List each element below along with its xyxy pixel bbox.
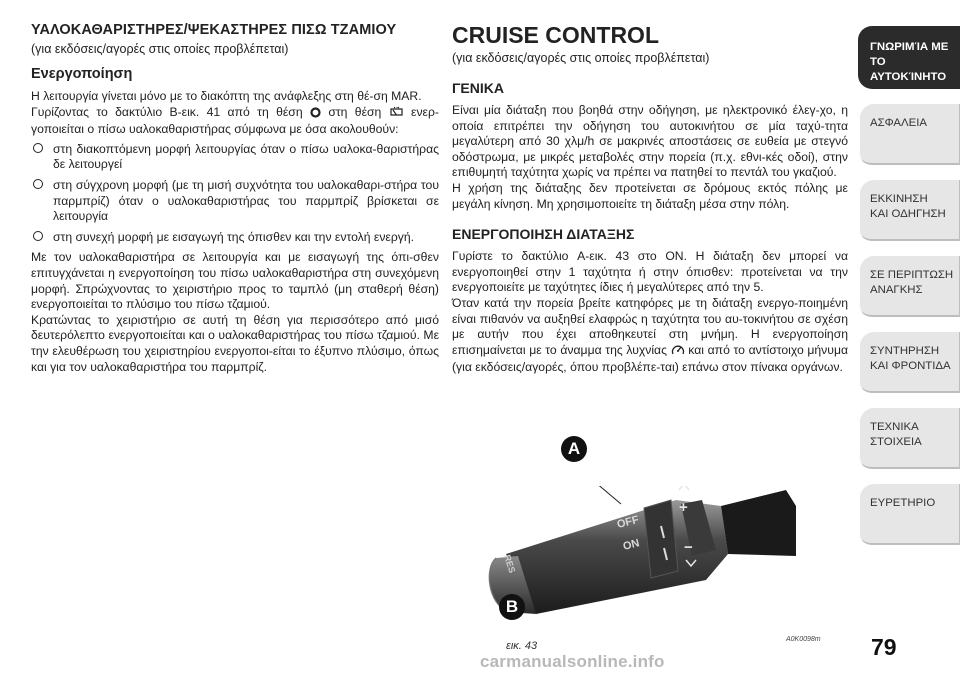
paragraph-mar: Η λειτουργία γίνεται μόνο με το διακόπτη της ανάφλεξης στη θέ-ση MAR. [31,89,422,103]
tab-index[interactable]: ΕΥΡΕΤΗΡΙΟ [858,482,960,545]
figure-caption: εικ. 43 [506,640,538,652]
tab-technical-data[interactable]: ΤΕΧΝΙΚΑ ΣΤΟΙΧΕΙΑ [858,406,960,469]
tab-emergency[interactable]: ΣΕ ΠΕΡΙΠΤΩΣΗ ΑΝΑΓΚΗΣ [858,254,960,317]
rear-wiper-icon [389,106,404,123]
off-position-icon [310,107,321,123]
callout-b-badge: B [499,594,525,620]
off-label: OFF [615,513,641,531]
list-item: στη διακοπτόμενη μορφή λειτουργίας όταν ο πίσω υαλοκα-θαριστήρας δε λειτουργεί [31,142,439,173]
up-arrow-icon [679,486,689,490]
wiper-modes-list [31,142,439,246]
watermark: carmanualsonline.info [480,652,665,671]
paragraph-smart-wash: Κρατώντας το χειριστήριο σε αυτή τη θέση για περισσότερο από μισό δευτερόλεπτο ενεργοποιείται και ο υαλοκαθαριστήρας του πίσω τζαμιού. Με την ελευθέρωση του χειριστηρίου ενεργοποι-είται το έξυπνο πλύσιμο, όπως και για τον υαλοκαθαριστήρα του παρμπρίζ. [31,312,439,374]
rear-wiper-title: ΥΑΛΟΚΑΘΑΡΙΣΤΗΡΕΣ/ΨΕΚΑΣΤΗΡΕΣ ΠΙΣΩ ΤΖΑΜΙΟΥ [31,22,397,38]
paragraph-general-1: Είναι μία διάταξη που βοηθά στην οδήγηση, με ηλεκτρονικό έλεγ-χο, η οποία επιτρέπει την οδήγηση του αυτοκινήτου σε μία ταχύ-τητα μεγαλύτερη από 30 χλμ/h σε μακρινές αποστάσεις σε ευθεία με στεγνό οδόστρωμα, με μικρές μεταβολές στην πορεία (π.χ. εθνι-κές οδοί), στην επιθυμητή ταχύτητα χωρίς να πρέπει να πατηθεί το πεντάλ του γκαζιού. [452,103,848,180]
cruise-control-subtitle: (για εκδόσεις/αγορές στις οποίες προβλέπεται) [452,51,710,65]
paragraph-general-2: Η χρήση της διάταξης δεν προτείνεται σε δρόμους εκτός πόλης με μεγάλη κίνηση. Μη χρησιμοποιείτε τη διάταξη μέσα στην πόλη. [452,180,848,211]
list-item: στη σύγχρονη μορφή (με τη μισή συχνότητα του υαλοκαθαρι-στήρα του παρμπρίζ) όταν ο υαλοκαθαριστήρας του παρμπρίζ βρίσκεται σε λειτουργία [31,178,439,225]
paragraph-reverse: Με τον υαλοκαθαριστήρα σε λειτουργία και με εισαγωγή της όπι-σθεν επιτυγχάνεται η ενεργοποίηση του πίσω υαλοκαθαριστήρα στη συνεχόμενη μορφή. Σπρώχνοντας το χειριστήριο προς το ταμπλό (μη σταθερή θέση) ενεργοποιείται το πλύσιμο του πίσω τζαμιού. [31,250,439,312]
left-column [31,22,439,375]
ring-text-b: στη θέση [328,104,382,119]
activation-heading: Ενεργοποίηση [31,66,133,82]
callout-a-badge: A [561,436,587,462]
rear-wiper-subtitle: (για εκδόσεις/αγορές στις οποίες προβλέπεται) [31,42,289,56]
list-item: στη συνεχή μορφή με εισαγωγή της όπισθεν και την εντολή ενεργή. [31,230,439,246]
figure-code: A0K0098m [786,636,821,643]
minus-label: − [684,539,693,556]
middle-column [452,22,848,376]
cruise-control-warning-icon [671,344,685,361]
paragraph-activation-1: Γυρίστε το δακτύλιο A-εικ. 43 στο ON. Η διάταξη δεν μπορεί να ενεργοποιηθεί στην 1 ταχύτητα ή στην όπισθεν: προτείνεται να την ενεργοποιείτε με ταχύτητες ίδιες ή μεγαλύτερες από την 5. [452,249,848,295]
general-heading: ΓΕΝΙΚΑ [452,80,504,96]
cruise-control-lever-figure [466,486,842,650]
lever-body [489,490,796,614]
cruise-control-title: CRUISE CONTROL [452,22,659,48]
tab-starting-driving[interactable]: ΕΚΚΙΝΗΣΗ ΚΑΙ ΟΔΗΓΗΣΗ [858,178,960,241]
bullet-icon [33,179,43,189]
on-label: ON [621,537,641,553]
plus-label: + [679,499,688,516]
chapter-tabs [858,26,960,558]
ring-text-c: ενερ-γοποιείται ο πίσω υαλοκαθαριστήρας σύμφωνα με όσα ακολουθούν: [31,104,439,137]
page-number: 79 [871,634,897,660]
tab-getting-to-know[interactable]: ΓΝΩΡΙΜΊΑ ΜΕ ΤΟ ΑΥΤΟΚΊΝΗΤΟ [858,26,960,89]
paragraph-activation-2: Όταν κατά την πορεία βρείτε κατηφόρες με τη διάταξη ενεργο-ποιημένη είναι πιθανόν να αυξηθεί ελαφρώς η ταχύτητα του αυ-τοκινήτου σε σχέση με αυτήν που έχει αποθηκευτεί στη μνήμη. Η ενεργοποίηση επισημαίνεται με το άναμμα της λυχνίας και από το αντίστοιχο μήνυμα (για εκδόσεις/αγορές, όπου προβλέπε-ται) επάνω στον πίνακα οργάνων. [452,295,849,375]
tab-safety[interactable]: ΑΣΦΑΛΕΙΑ [858,102,960,165]
bullet-icon [33,143,43,153]
bullet-icon [33,231,43,241]
tab-maintenance[interactable]: ΣΥΝΤΗΡΗΣΗ ΚΑΙ ΦΡΟΝΤΙΔΑ [858,330,960,393]
res-label: RES [502,553,518,575]
device-activation-heading: ΕΝΕΡΓΟΠΟΙΗΣΗ ΔΙΑΤΑΞΗΣ [452,226,635,243]
callout-line-a [576,486,621,504]
ring-text-a: Γυρίζοντας το δακτύλιο B-εικ. 41 από τη θέση [31,104,303,119]
paragraph-ring [31,105,439,138]
